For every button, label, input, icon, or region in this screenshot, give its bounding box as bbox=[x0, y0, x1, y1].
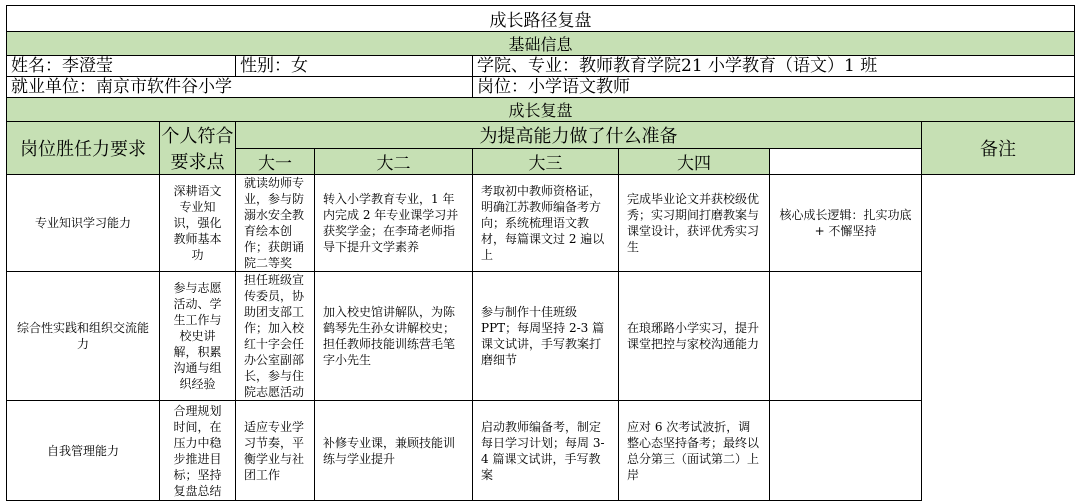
match-text: 深耕语文专业知识，强化教师基本功 bbox=[173, 184, 222, 262]
match-cell bbox=[160, 175, 236, 272]
year2-cell bbox=[315, 401, 473, 501]
page-title: 成长路径复盘 bbox=[7, 6, 1075, 32]
col-header-remark: 备注 bbox=[922, 122, 1075, 175]
year-header-1: 大一 bbox=[236, 149, 315, 175]
review-table bbox=[6, 5, 1075, 501]
year1-cell bbox=[236, 175, 315, 272]
employer-label: 就业单位： bbox=[11, 77, 96, 97]
year-header-2: 大二 bbox=[315, 149, 473, 175]
name-value: 李澄莹 bbox=[62, 56, 113, 76]
growth-heading: 成长复盘 bbox=[7, 98, 1075, 122]
position-cell bbox=[473, 77, 1075, 98]
review-sheet bbox=[6, 5, 1074, 498]
year1-text: 担任班级宣传委员，协助团支部工作；加入校红十字会任办公室副部长，参与住院志愿活动 bbox=[244, 273, 305, 399]
college-value: 教师教育学院21 小学教育（语文）1 班 bbox=[579, 56, 878, 76]
year2-text: 转入小学教育专业，1 年内完成 2 年专业课学习并获奖学金；在李琦老师指导下提升文学素养 bbox=[323, 192, 459, 254]
college-cell bbox=[473, 56, 1075, 77]
year1-cell bbox=[236, 272, 315, 401]
employer-cell bbox=[7, 77, 473, 98]
year3-cell bbox=[473, 272, 619, 401]
remark-cell bbox=[770, 401, 922, 501]
year-header-3: 大三 bbox=[473, 149, 619, 175]
year2-cell bbox=[315, 272, 473, 401]
table-row bbox=[7, 175, 1075, 272]
col-header-preparation: 为提高能力做了什么准备 bbox=[236, 122, 922, 149]
basic-info-heading: 基础信息 bbox=[7, 32, 1075, 56]
gender-cell bbox=[236, 56, 473, 77]
gender-value: 女 bbox=[291, 56, 308, 76]
year2-text: 补修专业课，兼顾技能训练与学业提升 bbox=[323, 435, 456, 466]
year1-text: 适应专业学习节奏，平衡学业与社团工作 bbox=[244, 419, 305, 482]
competency-cell bbox=[7, 272, 160, 401]
year4-cell bbox=[619, 401, 770, 501]
competency-cell bbox=[7, 401, 160, 501]
competency-cell bbox=[7, 175, 160, 272]
year3-cell bbox=[473, 401, 619, 501]
remark-text: 核心成长逻辑：扎实功底 + 不懈坚持 bbox=[779, 208, 912, 238]
year2-cell bbox=[315, 175, 473, 272]
competency-text: 自我管理能力 bbox=[46, 443, 119, 458]
match-cell bbox=[160, 401, 236, 501]
table-row bbox=[7, 401, 1075, 501]
year4-cell bbox=[619, 272, 770, 401]
year4-text: 完成毕业论文并获校级优秀；实习期间打磨教案与课堂设计，获评优秀实习生 bbox=[627, 192, 760, 254]
year3-cell bbox=[473, 175, 619, 272]
year4-text: 在琅琊路小学实习，提升课堂把控与家校沟通能力 bbox=[627, 321, 760, 351]
year-header-4: 大四 bbox=[619, 149, 770, 175]
college-label: 学院、专业： bbox=[477, 56, 579, 76]
competency-text: 综合性实践和组织交流能力 bbox=[16, 321, 149, 351]
table-row bbox=[7, 272, 1075, 401]
match-cell bbox=[160, 272, 236, 401]
name-cell bbox=[7, 56, 236, 77]
remark-cell bbox=[770, 175, 922, 272]
year3-text: 参与制作十佳班级 PPT；每周坚持 2-3 篇课文试讲，手写教案打磨细节 bbox=[481, 305, 605, 367]
year3-text: 启动教师编备考，制定每日学习计划；每周 3-4 篇课文试讲，手写教案 bbox=[481, 419, 605, 482]
remark-cell bbox=[770, 272, 922, 401]
col-header-match: 个人符合要求点 bbox=[160, 122, 236, 175]
col-header-competency: 岗位胜任力要求 bbox=[7, 122, 160, 175]
year2-text: 加入校史馆讲解队，为陈鹤琴先生孙女讲解校史；担任教师技能训练营毛笔字小先生 bbox=[323, 305, 456, 367]
year1-text: 就读幼师专业，参与防溺水安全教育绘本创作；获朗诵院二等奖 bbox=[244, 176, 305, 270]
match-text: 合理规划时间，在压力中稳步推进目标；坚持复盘总结 bbox=[173, 403, 222, 498]
employer-value: 南京市软件谷小学 bbox=[96, 77, 232, 97]
gender-label: 性别： bbox=[240, 56, 291, 76]
year3-text: 考取初中教师资格证，明确江苏教师编备考方向；系统梳理语文教材，每篇课文过 2 遍以上 bbox=[481, 184, 605, 262]
match-text: 参与志愿活动、学生工作与校史讲解，积累沟通与组织经验 bbox=[173, 281, 222, 391]
year4-text: 应对 6 次考试波折，调整心态坚持备考；最终以总分第三（面试第二）上岸 bbox=[627, 419, 760, 482]
position-value: 小学语文教师 bbox=[528, 77, 630, 97]
year4-cell bbox=[619, 175, 770, 272]
position-label: 岗位： bbox=[477, 77, 528, 97]
competency-text: 专业知识学习能力 bbox=[34, 216, 131, 230]
name-label: 姓名： bbox=[11, 56, 62, 76]
year1-cell bbox=[236, 401, 315, 501]
